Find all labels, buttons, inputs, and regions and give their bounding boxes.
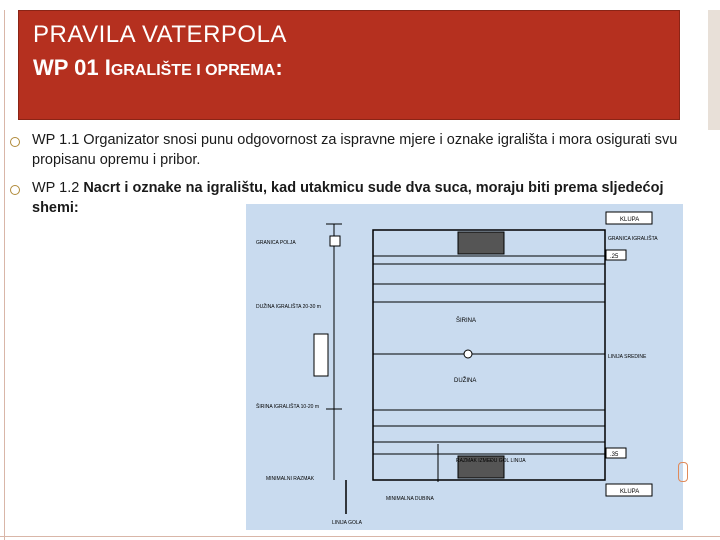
paragraph-wp-1-1: WP 1.1 Organizator snosi punu odgovornost za ispravne mjere i oznake igrališta i mora osigurati svu propisanu opremu i pribor. <box>32 132 678 168</box>
label-linija-sredine: LINIJA SREDINE <box>608 354 647 360</box>
label-left-top: GRANICA POLJA <box>256 240 296 246</box>
label-left-low: ŠIRINA IGRALIŠTA 10-20 m <box>256 404 319 410</box>
paragraph-bold: Nacrt i oznake na igralištu, kad utakmicu sude dva suca, moraju biti prema sljedećoj shemi: <box>32 180 664 216</box>
label-klupa-top: KLUPA <box>620 217 640 223</box>
label-dubina: MINIMALNA DUBINA <box>386 496 434 502</box>
decorative-mark <box>678 462 688 482</box>
label-klupa-bottom: KLUPA <box>620 489 640 495</box>
label-sirina: ŠIRINA <box>456 318 477 324</box>
decorative-bar <box>708 10 720 130</box>
bullet-icon <box>10 185 20 195</box>
label-duzina: DUŽINA <box>454 378 477 384</box>
slide-title: PRAVILA VATERPOLA <box>33 21 287 48</box>
center-mark <box>464 350 472 358</box>
left-rule <box>4 10 5 540</box>
left-tag-box <box>314 334 328 376</box>
pool-diagram <box>246 204 683 530</box>
pool-diagram-svg <box>246 204 683 530</box>
label-left-bottom: MINIMALNI RAZMAK <box>266 476 315 482</box>
label-box-top: .25 <box>610 254 619 260</box>
bullet-icon <box>10 137 20 147</box>
goal-top <box>458 232 504 254</box>
label-bottom-tag: LINIJA GOLA <box>332 520 363 526</box>
left-small-box <box>330 236 340 246</box>
label-left-mid: DUŽINA IGRALIŠTA 20-30 m <box>256 304 321 310</box>
title-bar <box>18 10 680 120</box>
bottom-rule <box>0 536 720 537</box>
label-granica: GRANICA IGRALIŠTA <box>608 236 658 242</box>
subtitle-small-caps: GRALIŠTE I OPREMA <box>110 62 276 79</box>
label-bottom-center: RAZMAK IZMEĐU GOL LINIJA <box>456 458 526 464</box>
label-box-bottom: .35 <box>610 452 619 458</box>
slide-subtitle <box>33 55 283 81</box>
paragraph-prefix: WP 1.2 <box>32 180 84 196</box>
subtitle-suffix: : <box>275 55 283 80</box>
subtitle-prefix: WP 01 I <box>33 55 111 80</box>
